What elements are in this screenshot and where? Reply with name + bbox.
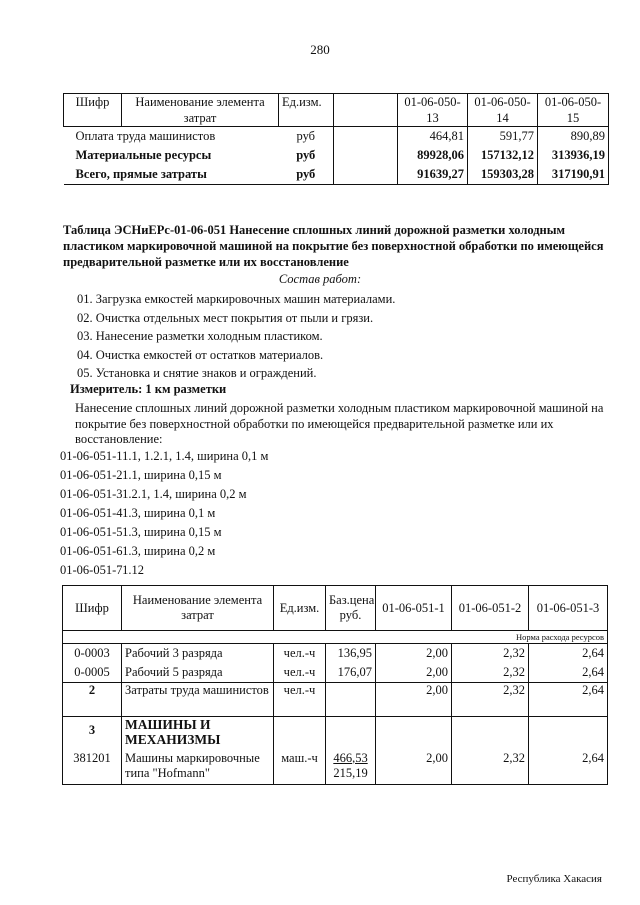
- header-col2: 01-06-051-2: [452, 586, 529, 631]
- variant-code: 01-06-051-1: [60, 449, 123, 463]
- description: Нанесение сплошных линий дорожной разметки холодным пластиком маркировочной машиной на покрытие без поверхностной обработки по имеющейся предварительной разметке или их восстановление:: [75, 401, 604, 446]
- header-col3: 01-06-051-3: [529, 586, 608, 631]
- row-price: 176,07: [326, 663, 376, 683]
- row-value: 890,89: [538, 127, 609, 147]
- price-bottom: 215,19: [333, 765, 368, 780]
- variant-code: 01-06-051-5: [60, 525, 123, 539]
- row-price: [326, 683, 376, 717]
- list-item: [60, 447, 268, 466]
- row-unit: руб: [296, 148, 316, 162]
- row-name: Оплата труда машинистов: [75, 129, 216, 143]
- header-code: Шифр: [64, 94, 122, 127]
- table-row: [64, 146, 609, 165]
- table-row: [64, 165, 609, 185]
- variant-code: 01-06-051-7: [60, 563, 123, 577]
- row-unit: чел.-ч: [274, 644, 326, 664]
- list-item: [60, 466, 268, 485]
- table-row: [63, 663, 608, 683]
- variant-text: 1.1, 1.2.1, 1.4, ширина 0,1 м: [122, 449, 269, 463]
- variant-text: 1.3, ширина 0,1 м: [122, 506, 216, 520]
- header-unit: Ед.изм.: [274, 586, 326, 631]
- list-item: 05. Установка и снятие знаков и ограждений.: [77, 366, 317, 380]
- section-title: Таблица ЭСНиЕРс-01-06-051 Нанесение сплошных линий дорожной разметки холодным пластиком маркировочной машиной на покрытие без поверхностной обработки по имеющейся предварительной разметке или их восстановление: [63, 223, 604, 269]
- variant-code: 01-06-051-2: [60, 468, 123, 482]
- row-value: 464,81: [398, 127, 468, 147]
- variant-text: 1.12: [122, 563, 144, 577]
- variant-code: 01-06-051-3: [60, 487, 123, 501]
- row-value: 2,00: [376, 683, 452, 717]
- row-value: 91639,27: [398, 165, 468, 185]
- row-code: 0-0003: [63, 644, 122, 664]
- header-col1: 01-06-050-13: [398, 94, 468, 127]
- list-item: [60, 561, 268, 580]
- row-value: 2,32: [452, 663, 529, 683]
- norm-subheader: Норма расхода ресурсов: [63, 631, 608, 644]
- group-name: МАШИНЫ И МЕХАНИЗМЫ: [122, 717, 274, 751]
- meter-label: Измеритель: 1 км разметки: [70, 382, 227, 396]
- row-unit: чел.-ч: [274, 683, 326, 717]
- page-number: 280: [310, 42, 330, 57]
- row-value: 2,64: [529, 663, 608, 683]
- row-name: Рабочий 5 разряда: [122, 663, 274, 683]
- list-item: [60, 485, 268, 504]
- row-unit: маш.-ч: [274, 751, 326, 785]
- variant-code: 01-06-051-6: [60, 544, 123, 558]
- variants-list: [60, 447, 268, 580]
- row-value: 2,64: [529, 644, 608, 664]
- header-blank: [334, 94, 398, 127]
- header-col3: 01-06-050-15: [538, 94, 609, 127]
- price-top: 466,53: [333, 750, 368, 765]
- row-code: 0-0005: [63, 663, 122, 683]
- group-row: [63, 717, 608, 751]
- row-unit: руб: [296, 129, 316, 143]
- row-value: 2,64: [529, 751, 608, 785]
- list-item: 03. Нанесение разметки холодным пластиком.: [77, 329, 323, 343]
- row-value: 2,00: [376, 751, 452, 785]
- header-unit: Ед.изм.: [279, 94, 334, 127]
- row-value: 2,32: [452, 683, 529, 717]
- costs-table-050: [63, 93, 609, 185]
- header-col2: 01-06-050-14: [468, 94, 538, 127]
- header-price: Баз.цена руб.: [326, 586, 376, 631]
- table-row: [63, 644, 608, 664]
- row-value: 2,64: [529, 683, 608, 717]
- row-price: [326, 751, 376, 785]
- resources-table-051: [62, 585, 608, 785]
- table-header-row: [63, 586, 608, 631]
- header-col1: 01-06-051-1: [376, 586, 452, 631]
- variant-code: 01-06-051-4: [60, 506, 123, 520]
- row-code: 381201: [63, 751, 122, 785]
- row-value: 2,32: [452, 751, 529, 785]
- table-row: [63, 751, 608, 785]
- row-code: 2: [63, 683, 122, 717]
- row-unit: чел.-ч: [274, 663, 326, 683]
- row-name: Материальные ресурсы: [75, 148, 212, 162]
- table-row: [64, 127, 609, 147]
- works-heading: Состав работ:: [278, 272, 362, 286]
- row-value: 313936,19: [538, 146, 609, 165]
- footer-region: Республика Хакасия: [506, 873, 602, 885]
- row-value: 157132,12: [468, 146, 538, 165]
- row-name: Рабочий 3 разряда: [122, 644, 274, 664]
- row-value: 2,00: [376, 644, 452, 664]
- row-value: 317190,91: [538, 165, 609, 185]
- group-code: 3: [63, 717, 122, 751]
- list-item: [60, 542, 268, 561]
- row-value: 2,32: [452, 644, 529, 664]
- works-list: [77, 290, 395, 383]
- list-item: [60, 504, 268, 523]
- row-price: 136,95: [326, 644, 376, 664]
- row-value: 159303,28: [468, 165, 538, 185]
- row-value: 591,77: [468, 127, 538, 147]
- header-code: Шифр: [63, 586, 122, 631]
- row-value: 2,00: [376, 663, 452, 683]
- list-item: 02. Очистка отдельных мест покрытия от пыли и грязи.: [77, 310, 374, 325]
- variant-text: 1.3, ширина 0,15 м: [122, 525, 222, 539]
- variant-text: 1.3, ширина 0,2 м: [122, 544, 216, 558]
- variant-text: 1.1, ширина 0,15 м: [122, 468, 222, 482]
- header-name: Наименование элемента затрат: [122, 586, 274, 631]
- variant-text: 1.2.1, 1.4, ширина 0,2 м: [122, 487, 247, 501]
- row-value: 89928,06: [398, 146, 468, 165]
- row-name: Всего, прямые затраты: [64, 165, 279, 185]
- norm-subheader-row: [63, 631, 608, 644]
- row-unit: руб: [279, 165, 334, 185]
- table-row: [63, 683, 608, 717]
- list-item: 04. Очистка емкостей от остатков материалов.: [77, 347, 324, 362]
- list-item: 01. Загрузка емкостей маркировочных машин материалами.: [77, 292, 396, 306]
- table-header-row: [64, 94, 609, 127]
- row-name: Затраты труда машинистов: [122, 683, 274, 717]
- row-name: Машины маркировочные типа "Hofmann": [122, 751, 274, 785]
- list-item: [60, 523, 268, 542]
- header-name: Наименование элемента затрат: [122, 94, 279, 127]
